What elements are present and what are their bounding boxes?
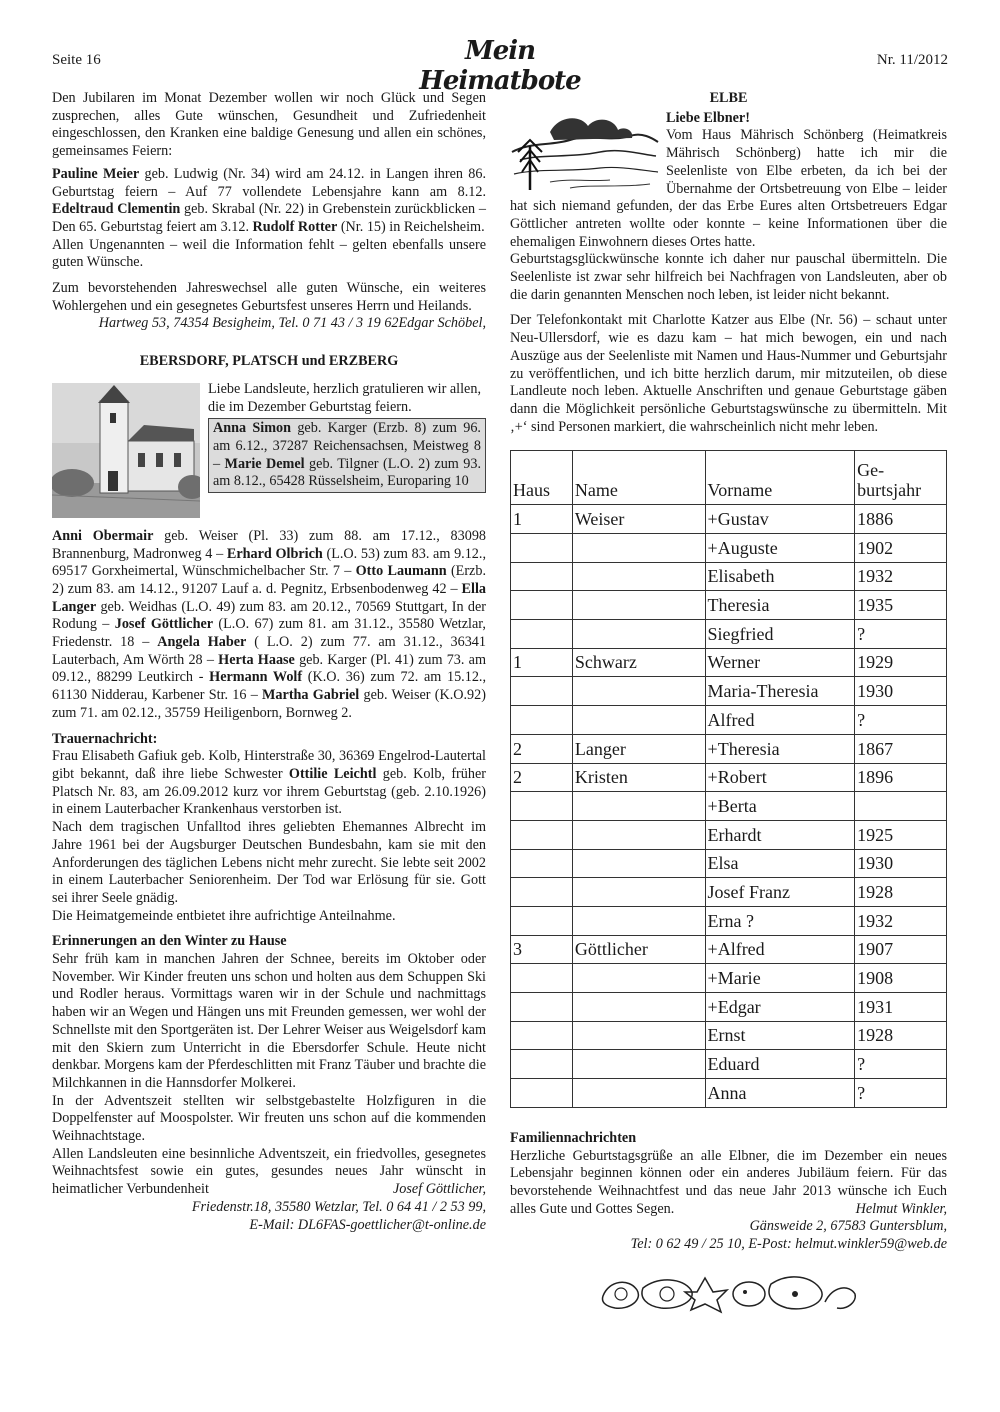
signature-address: Friedenstr.18, 35580 Wetzlar, Tel. 0 64 41 / 2 53 99, bbox=[191, 1198, 486, 1215]
cell-haus bbox=[511, 562, 573, 591]
table-row bbox=[511, 1021, 947, 1050]
christmas-cookies-illustration bbox=[599, 1266, 859, 1314]
winter-title: Erinnerungen an den Winter zu Hause bbox=[52, 933, 287, 950]
cell-haus bbox=[511, 706, 573, 735]
table-row bbox=[511, 1050, 947, 1079]
table-row bbox=[511, 820, 947, 849]
section-title-ebersdorf: EBERSDORF, PLATSCH und ERZBERG bbox=[139, 353, 399, 370]
cell-haus: 3 bbox=[511, 935, 573, 964]
cell-name bbox=[572, 1050, 705, 1079]
cell-haus bbox=[511, 849, 573, 878]
header-name: Name bbox=[572, 451, 705, 505]
person-name: Josef Göttlicher bbox=[114, 616, 214, 633]
cell-haus bbox=[511, 993, 573, 1022]
cell-geburtsjahr: 1928 bbox=[855, 1021, 947, 1050]
landscape-illustration bbox=[510, 112, 660, 192]
signature-address: Hartweg 53, 74354 Besigheim, Tel. 0 71 43 / 3 19 62 bbox=[98, 315, 399, 332]
birthday-text: (Nr. 15) in Reichelsheim. bbox=[337, 218, 485, 235]
trauer-paragraph-2: Nach dem tragischen Unfalltod ihres geliebten Ehemannes Albrecht im Jahre 1961 bei der Augsburger Deutschen Bundesbahn, kam sie mit den Anforderungen des täglichen Lebens nicht mehr zurecht. Sie lebte seit 2002 in einem Lauterbacher Seniorenheim. Der Tod war Erlösung für sie. Gott sei ihrer Seele gnädig. bbox=[52, 819, 486, 906]
cell-name: Weiser bbox=[572, 505, 705, 534]
birthday-text: geb. Weiser (Pl. 33) zum 88. am 17.12., 83098 Brannenburg, Madronweg 4 – bbox=[52, 527, 487, 562]
cell-vorname: +Marie bbox=[705, 964, 855, 993]
cell-vorname: Elisabeth bbox=[705, 562, 855, 591]
cell-haus bbox=[511, 591, 573, 620]
table-row bbox=[511, 906, 947, 935]
table-row bbox=[511, 505, 947, 534]
cell-vorname: Anna bbox=[705, 1079, 855, 1108]
signature-address: Gänsweide 2, 67583 Guntersblum, bbox=[749, 1218, 947, 1235]
cell-vorname: +Auguste bbox=[705, 534, 855, 563]
cell-name bbox=[572, 993, 705, 1022]
cell-haus bbox=[511, 792, 573, 821]
cell-vorname: Ernst bbox=[705, 1021, 855, 1050]
table-row bbox=[511, 935, 947, 964]
trauer-text: Frau Elisabeth Gafiuk geb. Kolb, Hinterstraße 30, 36369 Engelrod-Lautertal gibt bekannt, daß ihre liebe Schwester bbox=[52, 748, 486, 782]
section-title-elbe: ELBE bbox=[709, 90, 748, 106]
cell-geburtsjahr bbox=[855, 792, 947, 821]
cell-haus bbox=[511, 878, 573, 907]
cell-haus bbox=[511, 964, 573, 993]
birthday-text: (Erzb. 2) zum 83. am 14.12., 91207 Lauf a. d. Pegnitz, Erbsenbodenweg 42 – bbox=[52, 563, 486, 597]
trauer-title: Trauernachricht: bbox=[52, 730, 158, 747]
cell-geburtsjahr: 1886 bbox=[855, 505, 947, 534]
cell-vorname: +Theresia bbox=[705, 734, 855, 763]
birthday-text: geb. Tilgner (L.O. 2) zum 93. am 8.12., 65428 Rüsselsheim, Europaring 10 bbox=[213, 455, 482, 490]
cell-vorname: +Edgar bbox=[705, 993, 855, 1022]
cell-vorname: Alfred bbox=[705, 706, 855, 735]
cell-geburtsjahr: ? bbox=[855, 706, 947, 735]
cell-vorname: Elsa bbox=[705, 849, 855, 878]
table-header-row bbox=[511, 451, 947, 505]
cell-name bbox=[572, 1021, 705, 1050]
cell-name: Kristen bbox=[572, 763, 705, 792]
person-name: Anni Obermair bbox=[52, 527, 154, 544]
cell-name: Schwarz bbox=[572, 648, 705, 677]
table-row bbox=[511, 620, 947, 649]
table-row bbox=[511, 534, 947, 563]
person-name: Erhard Olbrich bbox=[226, 545, 323, 562]
cell-geburtsjahr: 1925 bbox=[855, 820, 947, 849]
fam-text: Herzliche Geburtstagsgrüße an alle Elbner, die im Dezember ein neues Lebensjahr beginnen können oder ein anderes Jubiläum feiern. Für das bevorstehende Weihnachtfest und das neue Jahr 2013 wünsche ich Euch alles Gute und Gottes Segen. bbox=[510, 1147, 947, 1217]
person-name: Ottilie Leichtl bbox=[288, 765, 377, 782]
cell-geburtsjahr: 1867 bbox=[855, 734, 947, 763]
familiennachrichten-title: Familiennachrichten bbox=[510, 1129, 637, 1146]
cell-vorname: Werner bbox=[705, 648, 855, 677]
left-column bbox=[52, 90, 486, 1234]
table-row bbox=[511, 763, 947, 792]
highlighted-birthdays bbox=[208, 418, 486, 493]
cell-geburtsjahr: 1928 bbox=[855, 878, 947, 907]
header-geburtsjahr: Ge- burtsjahr bbox=[855, 451, 947, 505]
winter-text: Allen Landsleuten eine besinnliche Adventszeit, ein friedvolles, gesegnetes Weihnachtsfest sowie ein gutes, gesundes neues Jahr wünscht in heimatlicher Verbundenheit bbox=[52, 1145, 486, 1198]
signature-name: Helmut Winkler, bbox=[855, 1200, 947, 1217]
person-name: Angela Haber bbox=[157, 634, 247, 651]
person-name: Herta Haase bbox=[218, 651, 295, 668]
cell-name bbox=[572, 792, 705, 821]
cell-name bbox=[572, 906, 705, 935]
birthday-text: geb. Weidhas (L.O. 49) zum 83. am 20.12., 70569 Stuttgart, In der Rodung – bbox=[52, 598, 486, 633]
cell-haus bbox=[511, 677, 573, 706]
cell-vorname: Maria-Theresia bbox=[705, 677, 855, 706]
birthday-text: (L.O. 67) zum 81. am 31.12., 35580 Wetzlar, Friedenstr. 18 – bbox=[52, 616, 486, 651]
table-row bbox=[511, 591, 947, 620]
table-row bbox=[511, 993, 947, 1022]
table-row bbox=[511, 562, 947, 591]
cell-name bbox=[572, 534, 705, 563]
masthead-logo: Mein Heimatbote bbox=[419, 36, 581, 96]
table-row bbox=[511, 648, 947, 677]
cell-geburtsjahr: ? bbox=[855, 1079, 947, 1108]
table-row bbox=[511, 792, 947, 821]
cell-vorname: Josef Franz bbox=[705, 878, 855, 907]
cell-name bbox=[572, 820, 705, 849]
elbe-paragraph-3: Der Telefonkontakt mit Charlotte Katzer aus Elbe (Nr. 56) – schaut unter Neu-Ullersdorf, wie es dazu kam – hat mich bewogen, ein und nach Auszüge aus der Seelenliste mit Namen und Haus-Nummer und Geburtsjahr zu veröffentlichen, und ich bitte herzlich darum, mir mitzuteilen, ob diese Landleute noch leben. Aktuelle Anschriften und genaue Geburtstage gäben dann die Möglichkeit persönliche Geburtstagswünsche zu übermitteln. Mit ‚+‘ sind Personen markiert, die wahrscheinlich nicht mehr leben. bbox=[510, 312, 947, 435]
cell-name bbox=[572, 706, 705, 735]
elbe-paragraph-2: Geburtstagsglückwünsche konnte ich daher nur pauschal übermitteln. Die Seelenliste ist zwar sehr hilfreich bei Nachfragen von Landsleuten, aber ob die darin genannten Menschen noch leben, ist leider nicht bekannt. bbox=[510, 251, 947, 303]
cell-geburtsjahr: 1932 bbox=[855, 906, 947, 935]
jubilee-paragraph bbox=[52, 166, 486, 237]
trauer-paragraph-1 bbox=[52, 748, 486, 819]
cell-vorname: Erna ? bbox=[705, 906, 855, 935]
church-photo bbox=[52, 383, 200, 518]
cell-geburtsjahr: 1907 bbox=[855, 935, 947, 964]
cell-haus bbox=[511, 534, 573, 563]
cell-vorname: Siegfried bbox=[705, 620, 855, 649]
birthday-text: geb. Skrabal (Nr. 22) in Grebenstein zurückblicken – Den 65. Geburtstag feiert am 3.12. bbox=[52, 201, 486, 235]
table-row bbox=[511, 878, 947, 907]
ebersdorf-block bbox=[52, 381, 486, 522]
cell-geburtsjahr: 1932 bbox=[855, 562, 947, 591]
cell-geburtsjahr: 1931 bbox=[855, 993, 947, 1022]
person-name: Edeltraud Clementin bbox=[52, 201, 181, 218]
ebersdorf-greeting: Liebe Landsleute, herzlich gratulieren wir allen, die im Dezember Geburtstag feiern. bbox=[208, 380, 481, 415]
cell-name bbox=[572, 620, 705, 649]
cell-geburtsjahr: 1930 bbox=[855, 849, 947, 878]
person-name: Pauline Meier bbox=[52, 165, 140, 182]
person-name: Otto Laumann bbox=[355, 563, 447, 580]
cell-haus bbox=[511, 1021, 573, 1050]
issue-number: Nr. 11/2012 bbox=[876, 52, 948, 68]
cell-haus: 1 bbox=[511, 505, 573, 534]
cell-geburtsjahr: 1908 bbox=[855, 964, 947, 993]
cell-name bbox=[572, 562, 705, 591]
cell-geburtsjahr: 1930 bbox=[855, 677, 947, 706]
person-name: Rudolf Rotter bbox=[252, 218, 338, 235]
birthday-text: (L.O. 53) zum 83. am 9.12., 69517 Gorxheimertal, Wünschmichelbacher Str. 7 – bbox=[52, 545, 486, 580]
cell-vorname: Erhardt bbox=[705, 820, 855, 849]
cell-name: Göttlicher bbox=[572, 935, 705, 964]
signature-contact: Tel: 0 62 49 / 25 10, E-Post: helmut.winkler59@web.de bbox=[630, 1236, 947, 1253]
table-row bbox=[511, 964, 947, 993]
birthday-text: ( L.O. 2) zum 77. am 31.12., 36341 Lauterbach, Am Wörth 28 – bbox=[52, 634, 486, 668]
birthday-text: geb. Ludwig (Nr. 34) wird am 24.12. in Langen ihren 86. Geburtstag feiern – Auf 77 vollendete Lebensjahre kann am 8.12. bbox=[52, 165, 486, 200]
person-name: Ella Langer bbox=[52, 580, 486, 615]
signature-name: Edgar Schöbel, bbox=[398, 315, 486, 332]
cell-name bbox=[572, 591, 705, 620]
table-row bbox=[511, 1079, 947, 1108]
birthday-text: geb. Karger (Pl. 41) zum 73. am 09.12., 88299 Leutkirch - bbox=[52, 651, 486, 686]
cell-name bbox=[572, 878, 705, 907]
cell-geburtsjahr: 1902 bbox=[855, 534, 947, 563]
unnamed-wishes: Allen Ungenannten – weil die Information fehlt – gelten ebenfalls unsere guten Wünsche. bbox=[52, 236, 486, 271]
cell-haus: 2 bbox=[511, 763, 573, 792]
person-name: Hermann Wolf bbox=[209, 669, 303, 686]
cell-geburtsjahr: 1935 bbox=[855, 591, 947, 620]
intro-paragraph: Den Jubilaren im Monat Dezember wollen wir noch Glück und Segen zusprechen, alles Gute wünschen, Gesundheit und Zufriedenheit eingeschlossen, den Kranken eine baldige Genesung und allen ein schönes, gemeinsames Feiern: bbox=[52, 90, 486, 160]
table-row bbox=[511, 849, 947, 878]
cell-vorname: +Berta bbox=[705, 792, 855, 821]
person-name: Martha Gabriel bbox=[262, 687, 360, 704]
table-row bbox=[511, 677, 947, 706]
cell-geburtsjahr: ? bbox=[855, 1050, 947, 1079]
cell-haus: 1 bbox=[511, 648, 573, 677]
cell-vorname: +Alfred bbox=[705, 935, 855, 964]
birthday-text: geb. Weiser (K.O.92) zum 71. am 02.12., 35759 Heiligenborn, Bornweg 2. bbox=[52, 687, 486, 721]
person-name: Anna Simon bbox=[213, 420, 292, 437]
birthday-text: geb. Karger (Erzb. 8) zum 96. am 6.12., 37287 Reichensachsen, Meistweg 8 – bbox=[213, 420, 481, 472]
header-vorname: Vorname bbox=[705, 451, 855, 505]
birthday-list bbox=[52, 528, 486, 723]
table-row bbox=[511, 734, 947, 763]
winter-paragraph-3 bbox=[52, 1146, 486, 1199]
cell-geburtsjahr: ? bbox=[855, 620, 947, 649]
elbe-greeting: Liebe Elbner! bbox=[666, 109, 750, 126]
cell-haus bbox=[511, 620, 573, 649]
cell-name bbox=[572, 849, 705, 878]
cell-name bbox=[572, 677, 705, 706]
familiennachrichten-paragraph bbox=[510, 1148, 947, 1219]
cell-vorname: +Robert bbox=[705, 763, 855, 792]
seelenliste-table bbox=[510, 450, 947, 1107]
cell-name bbox=[572, 964, 705, 993]
cell-haus bbox=[511, 906, 573, 935]
winter-paragraph-1: Sehr früh kam in manchen Jahren der Schnee, bereits im Oktober oder November. Wir Kinder freuten uns schon und holten aus dem Schuppen Ski und Rodler heraus. Vormittags waren wir in der Schule und nachmittags haben wir an Wegen und Hängen uns mit Freunden gemessen, wer wohl der Schnellste mit den Sportgeräten ist. Der Lehrer Weiser aus Weigelsdorf kam mit den Skiern zum Unterricht in die Ebersdorfer Schule. Heute nicht denkbar. Morgens kam der Pferdeschlitten mit Franz Täuber und brachte die Milchkannen in die Hannsdorfer Molkerei. bbox=[52, 951, 486, 1091]
signature-email: E-Mail: DL6FAS-goettlicher@t-online.de bbox=[249, 1216, 486, 1233]
cell-geburtsjahr: 1896 bbox=[855, 763, 947, 792]
cell-haus bbox=[511, 820, 573, 849]
person-name: Marie Demel bbox=[224, 455, 305, 472]
elbe-paragraph-1: Vom Haus Mährisch Schönberg (Heimatkreis Mährisch Schönberg) hatte ich mir die Seelenliste von Elbe erbeten, da ich bei der Übernahme der Ortsbetreuung von Elbe – leider hat sich niemand gefunden, der das Erbe Eures alten Ortsbetreuers Edgar Göttlicher antreten wollte oder konnte – keine Informationen über die ehemaligen Einwohnern dieses Ortes hatte. bbox=[510, 127, 947, 250]
cell-name: Langer bbox=[572, 734, 705, 763]
table-row bbox=[511, 706, 947, 735]
cell-vorname: Theresia bbox=[705, 591, 855, 620]
cell-haus bbox=[511, 1079, 573, 1108]
signature-name: Josef Göttlicher, bbox=[393, 1181, 486, 1198]
trauer-text: geb. Kolb, früher Platsch Nr. 83, am 26.09.2012 kurz vor ihrem Geburtstag (geb. 2.10.1926) in einem Lauterbacher Krankenhaus verstorben ist. bbox=[52, 765, 486, 818]
winter-paragraph-2: In der Adventszeit stellten wir selbstgebastelte Holzfiguren in die Doppelfenster auf Moospolster. Wir freuten uns schon auf die kommenden Weihnachtstage. bbox=[52, 1092, 486, 1145]
trauer-paragraph-3: Die Heimatgemeinde entbietet ihre aufrichtige Anteilnahme. bbox=[52, 907, 396, 924]
page-number: Seite 16 bbox=[52, 52, 101, 68]
cell-haus bbox=[511, 1050, 573, 1079]
birthday-text: (K.O. 36) zum 72. am 15.12., 61130 Nidderau, Karbener Str. 16 – bbox=[52, 669, 487, 704]
cell-geburtsjahr: 1929 bbox=[855, 648, 947, 677]
header-haus: Haus bbox=[511, 451, 573, 505]
cell-name bbox=[572, 1079, 705, 1108]
cell-vorname: +Gustav bbox=[705, 505, 855, 534]
cell-vorname: Eduard bbox=[705, 1050, 855, 1079]
wishes-text: Zum bevorstehenden Jahreswechsel alle guten Wünsche, ein weiteres Wohlergehen und ein gesegnetes Geburtsfest unseres Herrn und Heilands. bbox=[52, 280, 486, 314]
cell-haus: 2 bbox=[511, 734, 573, 763]
right-column bbox=[510, 90, 947, 1314]
